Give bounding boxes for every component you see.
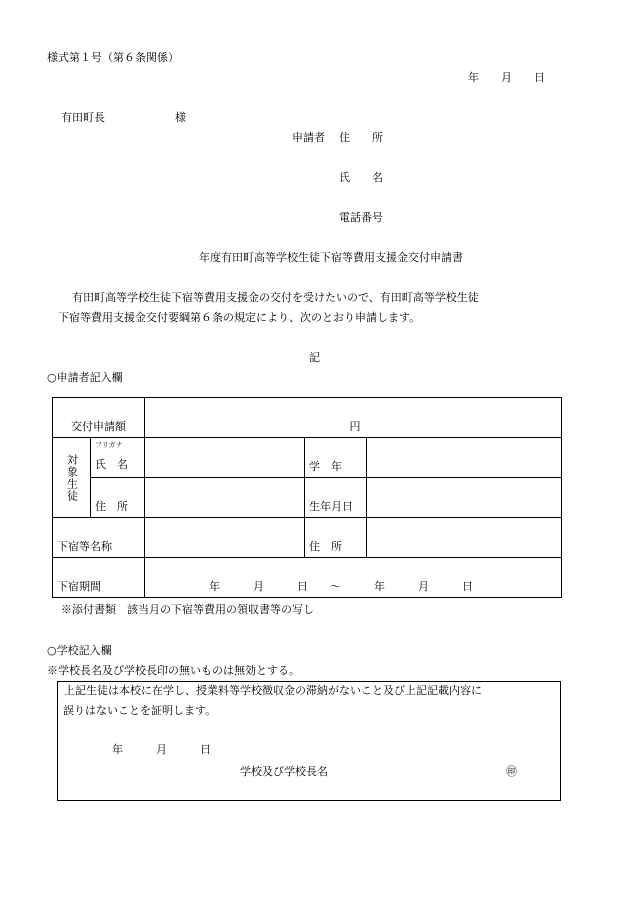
student-address-row xyxy=(53,478,562,518)
lodging-name-field[interactable] xyxy=(145,518,305,558)
grade-field[interactable] xyxy=(367,438,562,478)
student-address-label: 住 所 xyxy=(91,478,145,518)
application-table xyxy=(52,397,562,598)
attachment-note: ※添付書類 該当月の下宿等費用の領収書等の写し xyxy=(61,603,314,616)
period-field[interactable]: 年 月 日 ～ 年 月 日 xyxy=(145,558,562,598)
certification-line-1: 上記生徒は本校に在学し、授業料等学校徴収金の滞納がないこと及び上記記載内容に xyxy=(64,684,482,697)
certification-box xyxy=(57,681,561,801)
ki-heading: 記 xyxy=(309,351,320,364)
form-number: 様式第１号（第６条関係） xyxy=(47,51,179,64)
furigana-label: フリガナ xyxy=(95,441,123,449)
applicant-name-label: 氏 名 xyxy=(339,171,383,184)
amount-row xyxy=(53,398,562,438)
student-name-label: 氏 名 xyxy=(95,458,128,471)
school-section-heading: ○学校記入欄 xyxy=(47,644,112,657)
document-title: 年度有田町高等学校生徒下宿等費用支援金交付申請書 xyxy=(199,251,463,264)
body-line-1: 有田町高等学校生徒下宿等費用支援金の交付を受けたいので、有田町高等学校生徒 xyxy=(72,291,479,304)
submission-date: 年 月 日 xyxy=(468,71,545,84)
school-note: ※学校長名及び学校長印の無いものは無効とする。 xyxy=(47,664,300,677)
recipient-honorific: 様 xyxy=(175,111,186,124)
student-address-field[interactable] xyxy=(145,478,305,518)
amount-unit: 円 xyxy=(349,420,361,433)
applicant-address-label: 住 所 xyxy=(339,131,383,144)
birthdate-field[interactable] xyxy=(367,478,562,518)
applicant-label: 申請者 xyxy=(292,131,325,144)
period-row xyxy=(53,558,562,598)
amount-label: 交付申請額 xyxy=(53,398,145,438)
student-name-row xyxy=(53,438,562,478)
recipient-mayor: 有田町長 xyxy=(61,111,105,124)
body-line-2: 下宿等費用支援金交付要綱第６条の規定により、次のとおり申請します。 xyxy=(58,311,421,324)
seal-mark: ㊞ xyxy=(506,765,517,778)
period-label: 下宿期間 xyxy=(53,558,145,598)
birthdate-label: 生年月日 xyxy=(305,478,367,518)
amount-field[interactable] xyxy=(145,398,562,438)
lodging-row xyxy=(53,518,562,558)
lodging-address-label: 住 所 xyxy=(305,518,367,558)
grade-label: 学 年 xyxy=(305,438,367,478)
applicant-section-heading: ○申請者記入欄 xyxy=(47,371,123,384)
lodging-address-field[interactable] xyxy=(367,518,562,558)
name-cell xyxy=(91,438,145,478)
certification-line-2: 誤りはないことを証明します。 xyxy=(63,704,217,717)
student-name-field[interactable] xyxy=(145,438,305,478)
school-principal-label: 学校及び学校長名 xyxy=(240,765,328,778)
applicant-phone-label: 電話番号 xyxy=(339,211,383,224)
lodging-name-label: 下宿等名称 xyxy=(53,518,145,558)
student-label: 対象生徒 xyxy=(53,438,91,518)
certification-date[interactable]: 年 月 日 xyxy=(112,743,211,756)
